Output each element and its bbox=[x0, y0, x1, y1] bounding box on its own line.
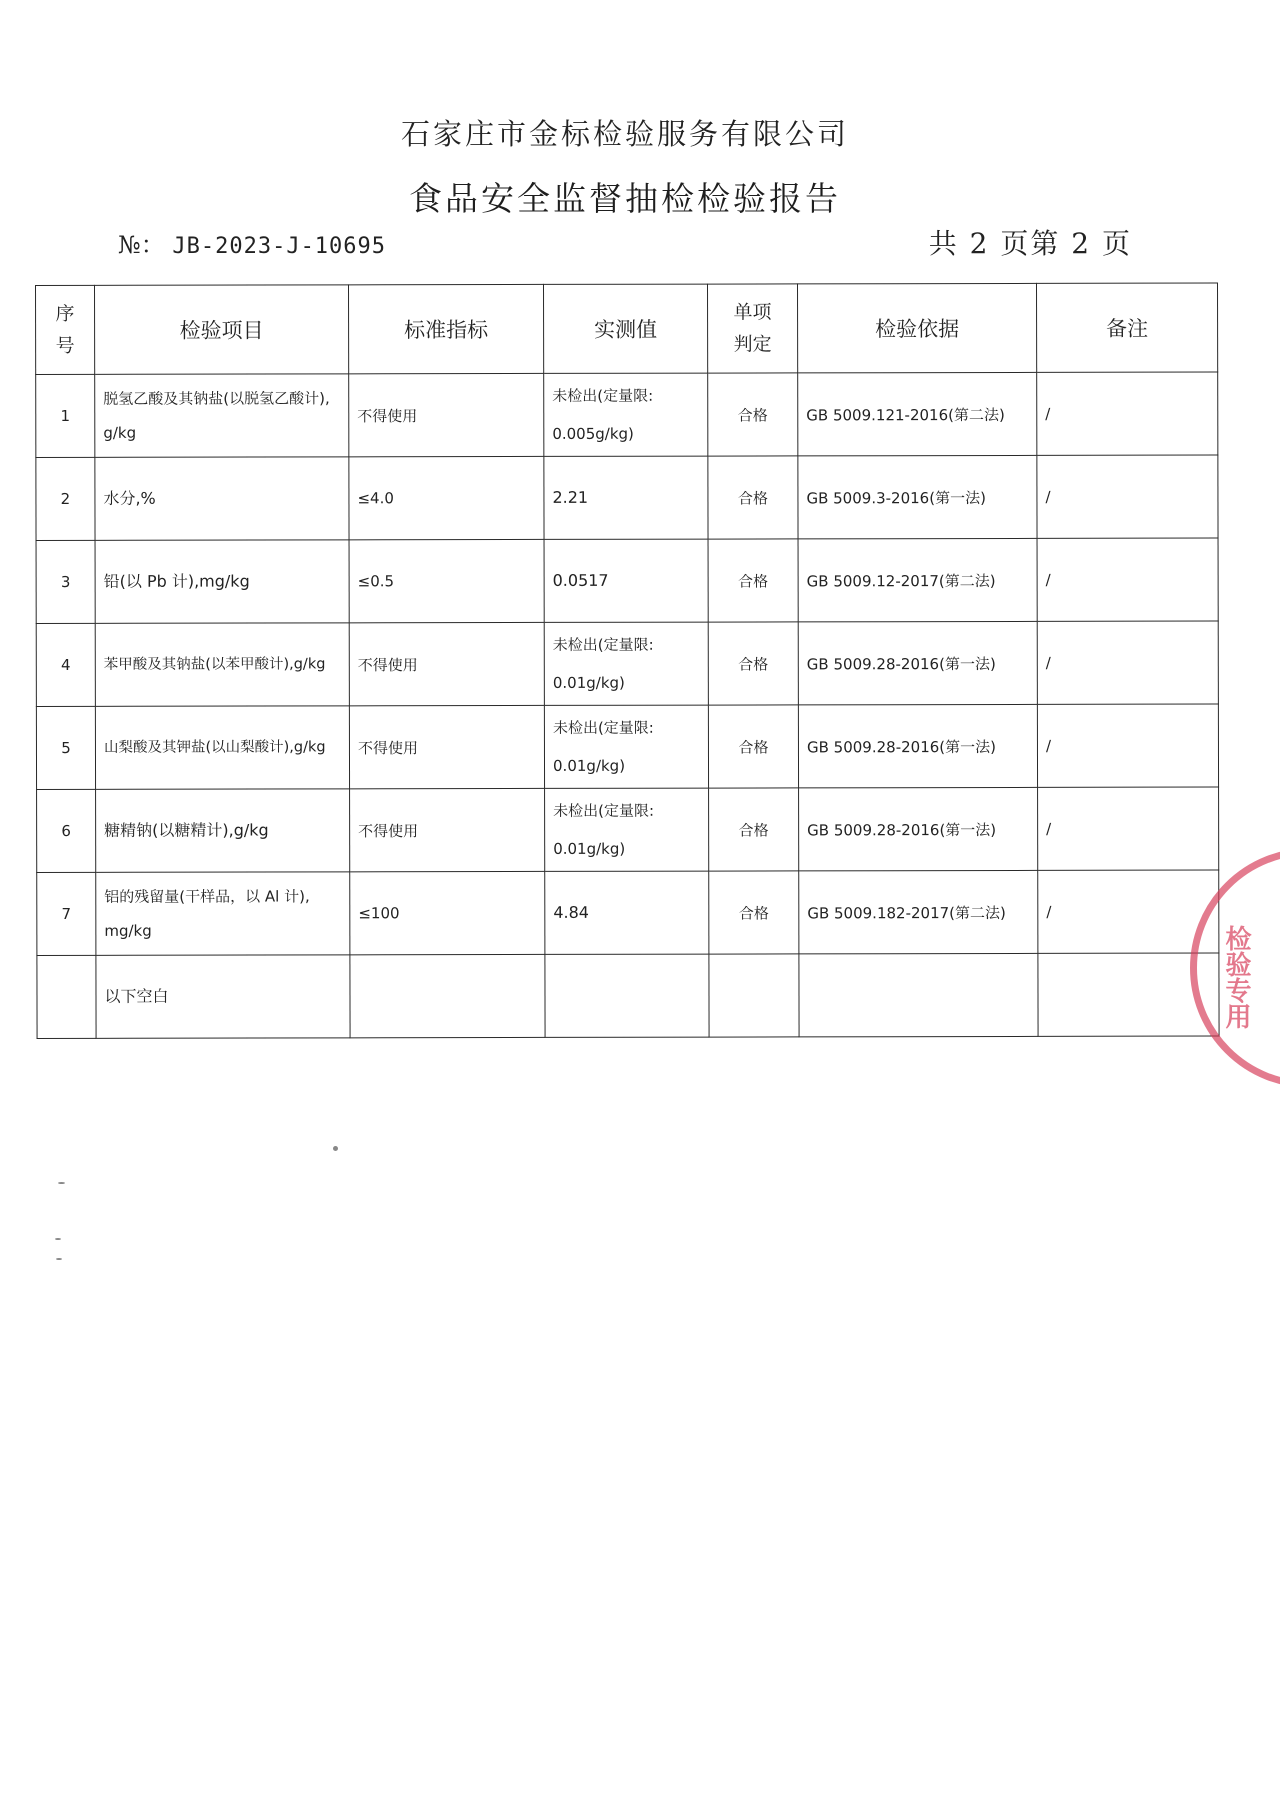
cell-item: 苯甲酸及其钠盐(以苯甲酸计),g/kg bbox=[95, 623, 349, 707]
table-row bbox=[36, 704, 1218, 789]
report-title: 食品安全监督抽检检验报告 bbox=[409, 179, 841, 218]
header-seq: 序号 bbox=[36, 285, 95, 374]
cell-remark: / bbox=[1037, 538, 1218, 621]
cell-standard: 不得使用 bbox=[350, 788, 545, 871]
cell-basis: GB 5009.28-2016(第一法) bbox=[798, 621, 1037, 705]
company-name: 石家庄市金标检验服务有限公司 bbox=[400, 117, 849, 151]
table-header-row bbox=[36, 283, 1218, 374]
table-row bbox=[36, 455, 1218, 540]
cell-item-line1: 脱氢乙酸及其钠盐(以脱氢乙酸计), bbox=[103, 389, 330, 408]
inspection-results-table bbox=[35, 283, 1220, 1039]
cell-seq: 1 bbox=[36, 374, 95, 457]
cell-basis: GB 5009.12-2017(第二法) bbox=[798, 538, 1037, 622]
header-standard: 标准指标 bbox=[349, 284, 544, 373]
cell-measured: 2.21 bbox=[544, 456, 708, 539]
cell-item-line2: mg/kg bbox=[104, 921, 152, 940]
table-row-blank bbox=[37, 953, 1219, 1038]
header-measured: 实测值 bbox=[543, 284, 707, 373]
cell-measured bbox=[545, 788, 709, 871]
cell-empty bbox=[799, 953, 1038, 1037]
cell-item: 糖精钠(以糖精计),g/kg bbox=[96, 789, 350, 873]
cell-measured-line2: 0.01g/kg) bbox=[552, 673, 625, 692]
cell-standard: 不得使用 bbox=[349, 705, 544, 788]
cell-standard: ≤0.5 bbox=[349, 539, 544, 622]
cell-remark: / bbox=[1037, 455, 1218, 538]
cell-seq: 2 bbox=[36, 457, 95, 540]
cell-standard: 不得使用 bbox=[349, 373, 544, 456]
cell-judgement: 合格 bbox=[709, 788, 799, 871]
table-row bbox=[36, 372, 1218, 457]
cell-remark: / bbox=[1037, 621, 1218, 704]
cell-basis: GB 5009.28-2016(第一法) bbox=[798, 704, 1037, 788]
cell-judgement: 合格 bbox=[709, 871, 799, 954]
cell-measured bbox=[544, 373, 708, 456]
cell-empty bbox=[709, 954, 799, 1037]
report-number-value: JB-2023-J-10695 bbox=[172, 234, 387, 259]
cell-measured-line2: 0.005g/kg) bbox=[552, 424, 634, 443]
cell-seq: 6 bbox=[37, 789, 96, 872]
cell-judgement: 合格 bbox=[708, 705, 798, 788]
cell-measured-line1: 未检出(定量限: bbox=[552, 386, 654, 405]
header-basis: 检验依据 bbox=[797, 283, 1036, 373]
scan-speck bbox=[333, 1146, 338, 1151]
cell-item: 水分,% bbox=[95, 457, 349, 541]
cell-measured-line1: 未检出(定量限: bbox=[553, 801, 655, 820]
cell-item bbox=[95, 374, 349, 458]
cell-seq-empty bbox=[37, 955, 96, 1038]
header-item: 检验项目 bbox=[95, 285, 349, 375]
cell-measured-line1: 未检出(定量限: bbox=[552, 635, 654, 654]
table-row bbox=[37, 870, 1219, 955]
cell-blank-note: 以下空白 bbox=[96, 955, 350, 1039]
cell-standard: ≤100 bbox=[350, 871, 545, 954]
cell-judgement: 合格 bbox=[708, 539, 798, 622]
scan-speck bbox=[55, 1238, 61, 1240]
cell-measured-line1: 未检出(定量限: bbox=[552, 718, 654, 737]
cell-empty bbox=[545, 954, 709, 1037]
report-number-label: №： bbox=[118, 231, 165, 259]
report-number bbox=[118, 225, 386, 260]
cell-empty bbox=[350, 954, 545, 1037]
cell-basis: GB 5009.3-2016(第一法) bbox=[798, 455, 1037, 539]
cell-standard: ≤4.0 bbox=[349, 456, 544, 539]
cell-measured bbox=[544, 705, 708, 788]
header-judgement: 单项判定 bbox=[707, 284, 797, 373]
cell-remark: / bbox=[1037, 704, 1218, 787]
cell-remark: / bbox=[1038, 787, 1219, 870]
cell-measured bbox=[544, 622, 708, 705]
cell-measured-line2: 0.01g/kg) bbox=[552, 756, 626, 775]
cell-judgement: 合格 bbox=[708, 456, 798, 539]
cell-judgement: 合格 bbox=[708, 373, 798, 456]
cell-item-line1: 铝的残留量(干样品，以 Al 计), bbox=[104, 887, 310, 906]
cell-seq: 7 bbox=[37, 872, 96, 955]
cell-seq: 4 bbox=[36, 623, 95, 706]
cell-item bbox=[96, 872, 350, 956]
page-info: 共 2 页第 2 页 bbox=[928, 227, 1132, 260]
cell-basis: GB 5009.28-2016(第一法) bbox=[799, 787, 1038, 871]
cell-item: 山梨酸及其钾盐(以山梨酸计),g/kg bbox=[95, 706, 349, 790]
scan-speck bbox=[58, 1182, 65, 1184]
table-row bbox=[37, 787, 1219, 872]
cell-remark: / bbox=[1037, 372, 1218, 455]
cell-remark: / bbox=[1038, 870, 1219, 953]
table-row bbox=[36, 621, 1218, 706]
cell-seq: 5 bbox=[36, 706, 95, 789]
cell-seq: 3 bbox=[36, 540, 95, 623]
cell-basis: GB 5009.182-2017(第二法) bbox=[799, 870, 1038, 954]
scan-speck bbox=[56, 1258, 62, 1260]
cell-judgement: 合格 bbox=[708, 622, 798, 705]
cell-item-line2: g/kg bbox=[103, 423, 137, 442]
cell-measured-line2: 0.01g/kg) bbox=[553, 839, 626, 858]
cell-standard: 不得使用 bbox=[349, 622, 544, 705]
table-row bbox=[36, 538, 1218, 623]
header-remark: 备注 bbox=[1036, 283, 1217, 372]
cell-measured: 4.84 bbox=[545, 871, 709, 954]
cell-basis: GB 5009.121-2016(第二法) bbox=[798, 372, 1037, 456]
cell-item: 铅(以 Pb 计),mg/kg bbox=[95, 540, 349, 624]
seal-text: 检验专用 bbox=[1221, 925, 1251, 1029]
cell-measured: 0.0517 bbox=[544, 539, 708, 622]
